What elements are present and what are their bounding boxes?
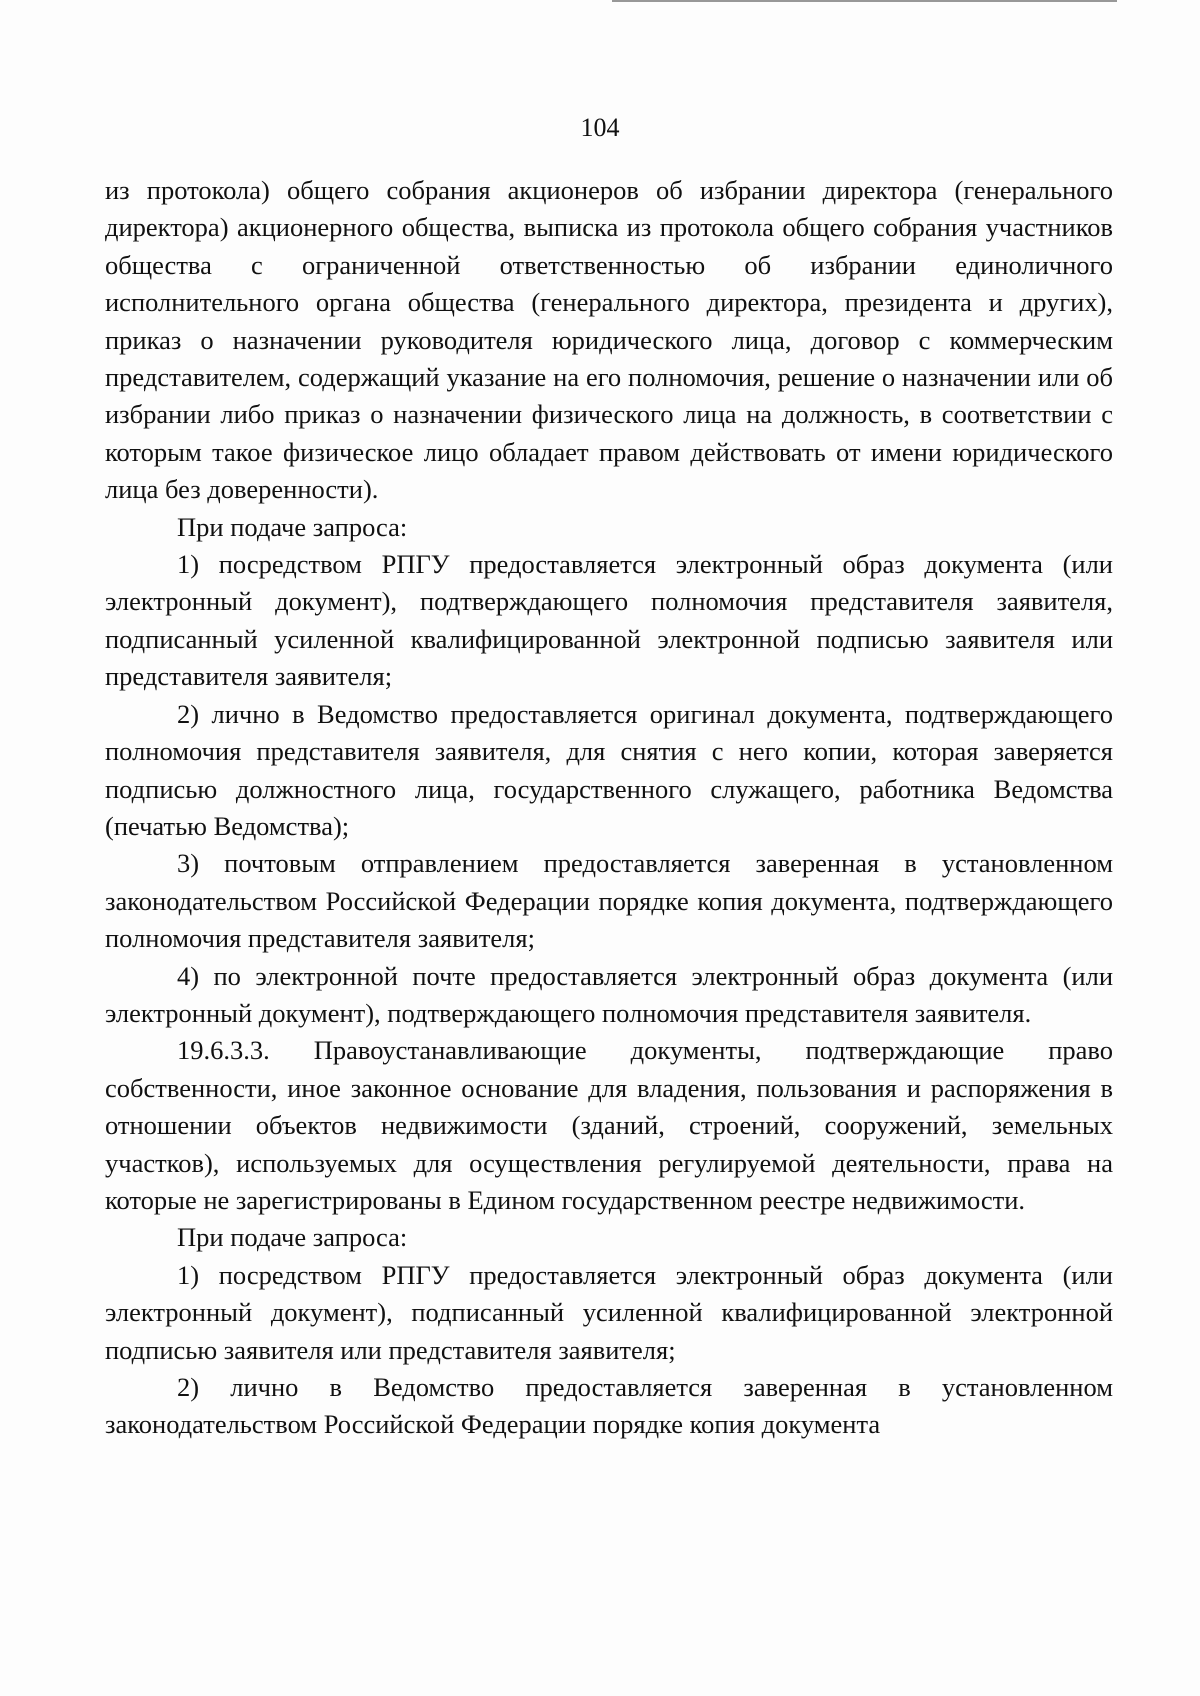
- paragraph-item-2-in-person: 2) лично в Ведомство предоставляется оригинал документа, подтверждающего полномочия представителя заявителя, для снятия с него копии, которая заверяется подписью должностного лица, государственного служащего, работника Ведомства (печатью Ведомства);: [105, 698, 1113, 841]
- paragraph-item-1-rpgu: 1) посредством РПГУ предоставляется электронный образ документа (или электронный документ), подтверждающего полномочия представителя заявителя, подписанный усиленной квалифицированной электронной подписью заявителя или представителя заявителя;: [105, 549, 1113, 692]
- paragraph-item-2-in-person-2: 2) лично в Ведомство предоставляется заверенная в установленном законодательством Российской Федерации порядке копия документа: [105, 1372, 1113, 1440]
- paragraph-submission-heading-2: При подаче запроса:: [177, 1222, 408, 1253]
- paragraph-section-19-6-3-3: 19.6.3.3. Правоустанавливающие документы, подтверждающие право собственности, иное законное основание для владения, пользования и распоряжения в отношении объектов недвижимости (зданий, строений, сооружений, земельных участков), используемых для осуществления регулируемой деятельности, права на которые не зарегистрированы в Едином государственном реестре недвижимости.: [105, 1035, 1113, 1215]
- document-body: [105, 172, 1113, 1444]
- page-number: 104: [580, 113, 620, 142]
- paragraph-submission-heading: При подаче запроса:: [177, 511, 408, 542]
- paragraph-continuation: из протокола) общего собрания акционеров об избрании директора (генерального директора) акционерного общества, выписка из протокола общего собрания участников общества с ограниченной ответственностью об избрании единоличного исполнительного органа общества (генерального директора, президента и других), приказ о назначении руководителя юридического лица, договор с коммерческим представителем, содержащий указание на его полномочия, решение о назначении или об избрании либо приказ о назначении физического лица на должность, в соответствии с которым такое физическое лицо обладает правом действовать от имени юридического лица без доверенности).: [105, 175, 1113, 505]
- top-edge-rule: [612, 0, 1117, 2]
- paragraph-item-1-rpgu-2: 1) посредством РПГУ предоставляется электронный образ документа (или электронный документ), подписанный усиленной квалифицированной электронной подписью заявителя или представителя заявителя;: [105, 1259, 1113, 1365]
- paragraph-item-3-postal: 3) почтовым отправлением предоставляется заверенная в установленном законодательством Российской Федерации порядке копия документа, подтверждающего полномочия представителя заявителя;: [105, 848, 1113, 954]
- paragraph-item-4-email: 4) по электронной почте предоставляется электронный образ документа (или электронный документ), подтверждающего полномочия представителя заявителя.: [105, 960, 1113, 1028]
